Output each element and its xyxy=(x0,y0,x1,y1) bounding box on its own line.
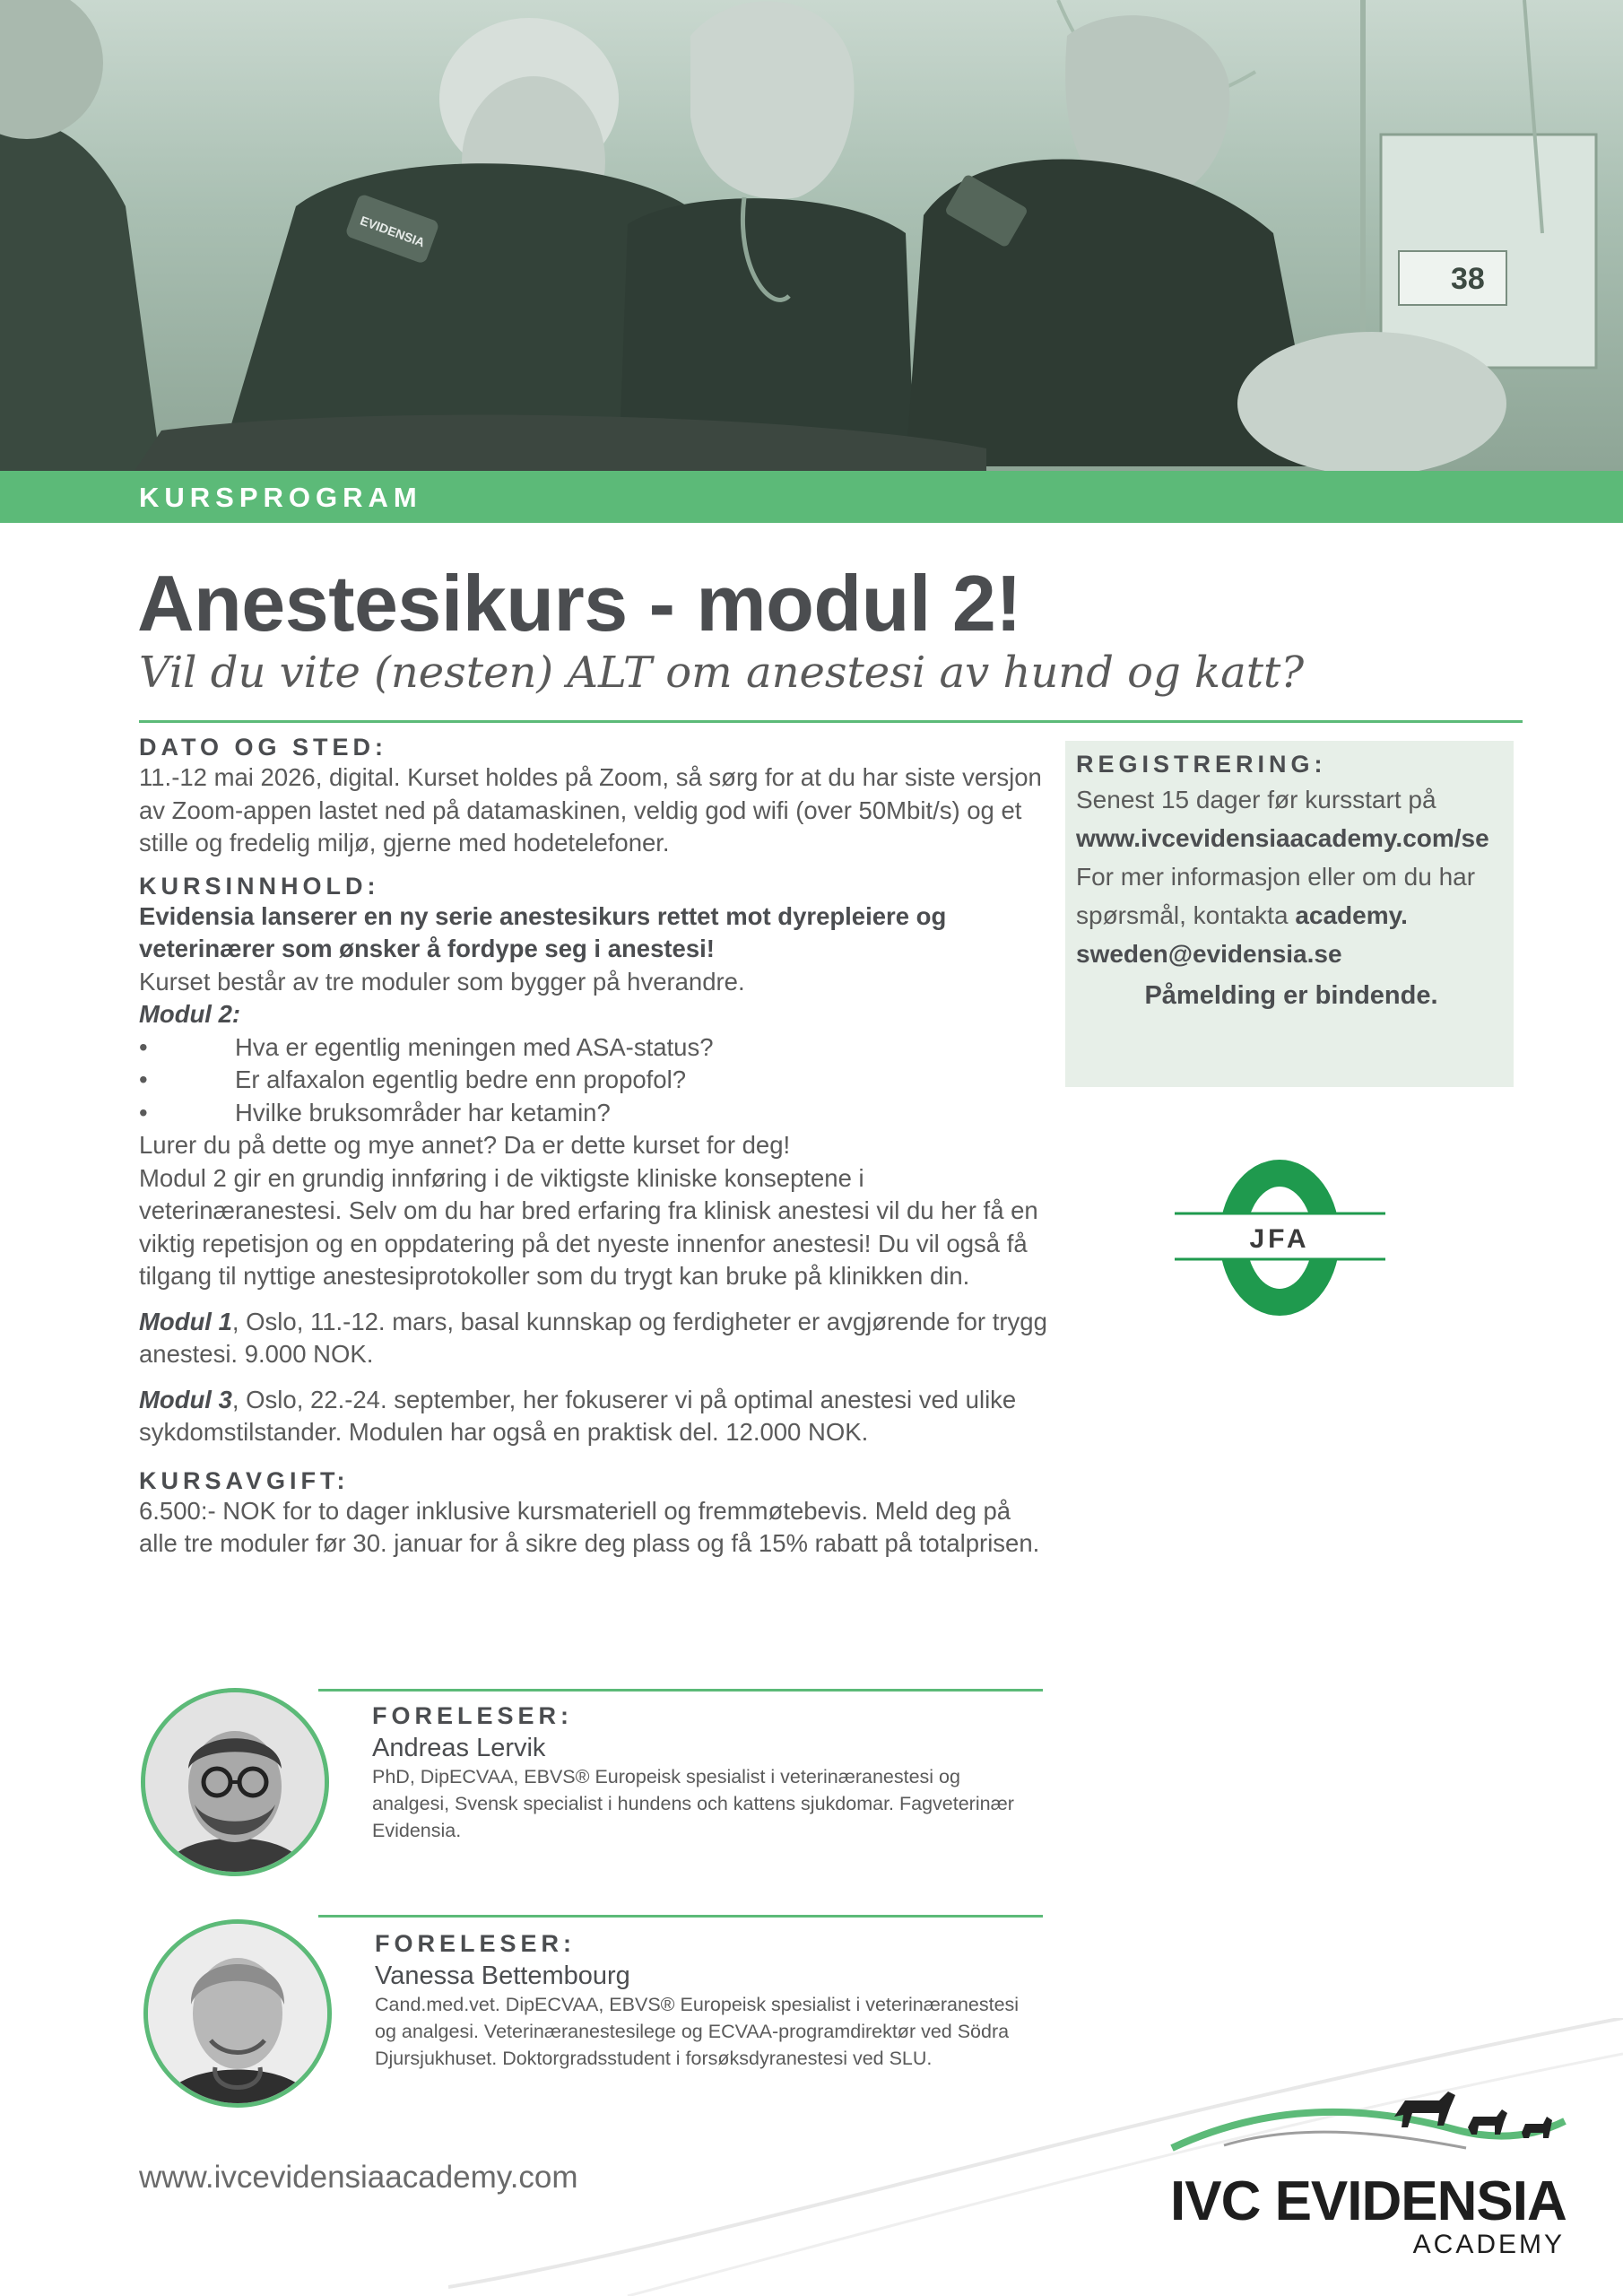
modul1-info xyxy=(139,1306,1054,1371)
jfa-label: JFA xyxy=(1249,1224,1310,1254)
lecturer-rule xyxy=(318,1689,1043,1692)
lecturer-heading: FORELESER: xyxy=(372,1702,574,1729)
page-subtitle: Vil du vite (nesten) ALT om anestesi av hund og katt? xyxy=(139,648,1305,698)
page-title: Anestesikurs - modul 2! xyxy=(137,559,1022,648)
innhold-section xyxy=(139,873,1054,1449)
modul1-label: Modul 1 xyxy=(139,1307,232,1335)
registration-panel xyxy=(1065,741,1514,1087)
avatar xyxy=(141,1688,329,1876)
lure-text: Lurer du på dette og mye annet? Da er dette kurset for deg! xyxy=(139,1131,791,1159)
monitor-readout: 38 xyxy=(1451,262,1485,296)
modul2-description: Modul 2 gir en grundig innføring i de viktigste kliniske konseptene i veterinæranestesi. Selv om du har bred erfaring fra klinisk anestesi vil du her få en viktig repetisjon og en oppdatering på det nyeste innenfor anestesi! Du vil også få tilgang til nyttige anestesiprotokoller som du trygt kan bruke på klinikken din. xyxy=(139,1163,1038,1290)
logo-graphic xyxy=(1170,2081,1574,2260)
lecturer-description: Cand.med.vet. DipECVAA, EBVS® Europeisk spesialist i veterinæranestesi og analgesi. Veterinæranestesilege og ECVAA-programdirektør ved Södra Djursjukhuset. Doktorgradsstudent i forsøksdyranestesi ved SLU. xyxy=(375,1994,1020,2069)
list-item: • Er alfaxalon egentlig bedre enn propofol? xyxy=(139,1064,1054,1097)
innhold-heading: KURSINNHOLD: xyxy=(139,872,380,900)
modul1-text: , Oslo, 11.-12. mars, basal kunnskap og ferdigheter er avgjørende for trygg anestesi. 9.000 NOK. xyxy=(139,1307,1047,1368)
lecturer-description: PhD, DipECVAA, EBVS® Europeisk spesialist i veterinæranestesi og analgesi, Svensk specialist i hundens och kattens sjukdomar. Fagveterinær Evidensia. xyxy=(372,1766,1014,1841)
email-link[interactable]: academy. xyxy=(1295,901,1408,929)
lecturer-rule xyxy=(318,1915,1043,1918)
band-label: KURSPROGRAM xyxy=(139,482,422,513)
email-link-cont[interactable]: sweden@evidensia.se xyxy=(1076,940,1342,968)
lecturer-heading: FORELESER: xyxy=(375,1930,577,1957)
avgift-section xyxy=(139,1467,1054,1561)
modul3-label: Modul 3 xyxy=(139,1385,232,1413)
modul2-label: Modul 2: xyxy=(139,1000,241,1028)
dato-section xyxy=(139,734,1054,860)
hero-photo xyxy=(0,0,1623,471)
divider xyxy=(139,720,1523,723)
list-item-text: Hvilke bruksområder har ketamin? xyxy=(235,1098,611,1126)
logo-line1: IVC EVIDENSIA xyxy=(1170,2170,1567,2232)
lecturer-photo xyxy=(145,1692,325,1872)
jfa-logo xyxy=(1170,1157,1390,1318)
list-item-text: Hva er egentlig meningen med ASA-status? xyxy=(235,1032,714,1061)
jfa-logo-graphic xyxy=(1170,1157,1390,1318)
registration-heading: REGISTRERING: xyxy=(1076,751,1327,778)
avgift-text: 6.500:- NOK for to dager inklusive kursmateriell og fremmøtebevis. Meld deg på alle tre moduler før 30. januar for å sikre deg plass og få 15% rabatt på totalprisen. xyxy=(139,1496,1040,1557)
main-column xyxy=(139,734,1054,1573)
lecturer-photo xyxy=(148,1924,327,2103)
header-band xyxy=(0,471,1623,523)
list-item: • Hva er egentlig meningen med ASA-status? xyxy=(139,1031,1054,1065)
innhold-intro: Kurset består av tre moduler som bygger på hverandre. xyxy=(139,967,745,996)
hero-illustration xyxy=(0,0,1623,471)
avatar xyxy=(143,1919,332,2108)
binding-note: Påmelding er bindende. xyxy=(1144,981,1438,1010)
footer-url-link[interactable]: www.ivcevidensiaacademy.com xyxy=(139,2160,578,2195)
modul3-info xyxy=(139,1384,1054,1449)
dato-text: 11.-12 mai 2026, digital. Kurset holdes på Zoom, så sørg for at du har siste versjon av Zoom-appen lastet ned på datamaskinen, veldig god wifi (over 50Mbit/s) og et stille og fredelig miljø, gjerne med hodetelefoner. xyxy=(139,763,1042,857)
lecturer-card xyxy=(372,1702,1036,1844)
innhold-intro-bold: Evidensia lanserer en ny serie anestesikurs rettet mot dyrepleiere og veterinærer som ønsker å fordype seg i anestesi! xyxy=(139,901,947,962)
list-item-text: Er alfaxalon egentlig bedre enn propofol? xyxy=(235,1065,687,1093)
registration-line2 xyxy=(1076,857,1506,935)
lecturer-name: Andreas Lervik xyxy=(372,1734,546,1762)
registration-line2-text: For mer informasjon eller om du har spørsmål, kontakta xyxy=(1076,863,1476,929)
modul3-text: , Oslo, 22.-24. september, her fokuserer vi på optimal anestesi ved ulike sykdomstilstander. Modulen har også en praktisk del. 12.000 NOK. xyxy=(139,1385,1017,1446)
logo-line2: ACADEMY xyxy=(1412,2230,1565,2259)
registration-url-link[interactable]: www.ivcevidensiaacademy.com/se xyxy=(1076,824,1489,852)
scrubs-badge: EVIDENSIA xyxy=(358,213,427,250)
dato-heading: DATO OG STED: xyxy=(139,734,388,761)
lecturer-name: Vanessa Bettembourg xyxy=(375,1961,630,1990)
avgift-heading: KURSAVGIFT: xyxy=(139,1466,350,1494)
list-item: • Hvilke bruksområder har ketamin? xyxy=(139,1097,1054,1130)
registration-line1: Senest 15 dager før kursstart på xyxy=(1076,786,1436,813)
ivc-evidensia-logo xyxy=(1170,2081,1574,2260)
